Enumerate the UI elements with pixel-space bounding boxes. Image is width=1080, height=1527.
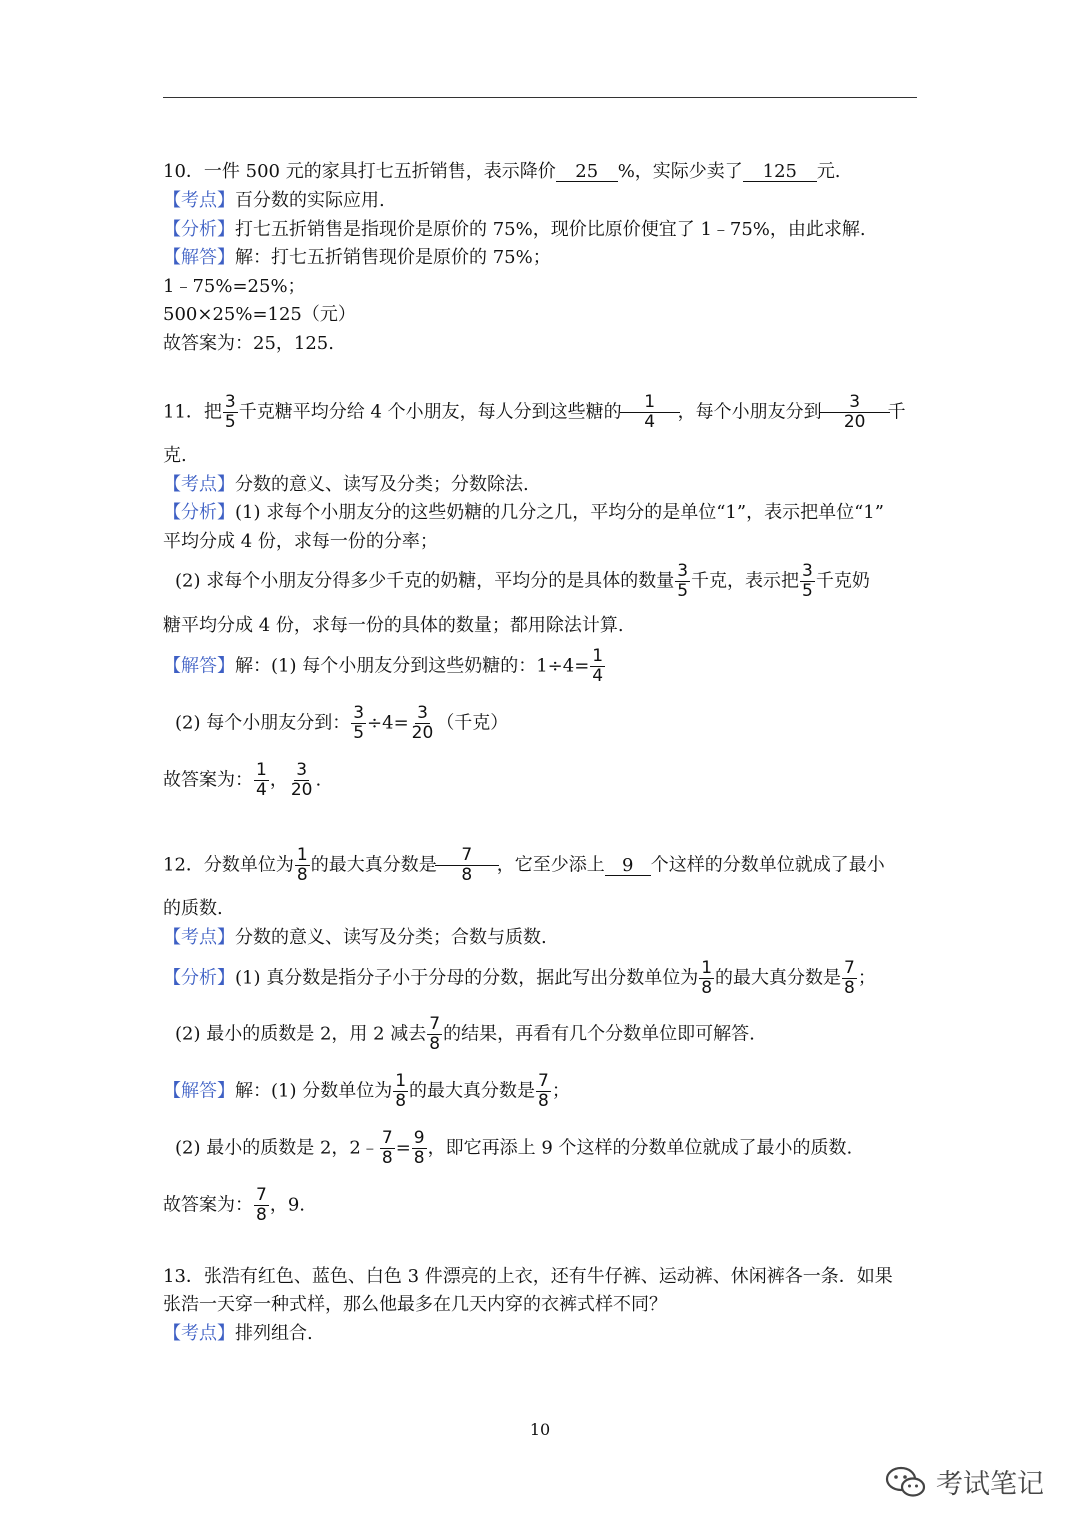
- fraction: [393, 1073, 408, 1110]
- q10-kaodian: [163, 192, 385, 210]
- fraction-numerator: 7: [256, 1185, 267, 1205]
- fenxi-tag: 【分析】: [163, 502, 235, 523]
- jieda-text: （千克）: [436, 712, 509, 734]
- q12-blank-1: [437, 847, 497, 884]
- answer-text: 故答案为：: [163, 769, 253, 791]
- q12-stem-text: ，它至少添上: [496, 854, 605, 876]
- q11-jieda-2: [175, 705, 508, 742]
- q12-fenxi-1: [163, 960, 876, 997]
- q11-answer: [163, 762, 321, 799]
- fraction-denominator: 8: [395, 1091, 407, 1111]
- kaodian-tag: 【考点】: [163, 1323, 235, 1344]
- fraction: [289, 762, 315, 799]
- answer-text: ，: [269, 769, 288, 791]
- kaodian-text: 排列组合.: [235, 1323, 313, 1344]
- fraction-numerator: 3: [224, 392, 236, 412]
- kaodian-tag: 【考点】: [163, 190, 235, 211]
- q10-jieda: [163, 249, 551, 267]
- fraction-numerator: 3: [677, 561, 689, 581]
- kaodian-tag: 【考点】: [163, 474, 235, 495]
- fenxi-text: (1) 求每个小朋友分的这些奶糖的几分之几，平均分的是单位“1”，表示把单位“1”: [235, 502, 884, 523]
- fraction-numerator: 9: [413, 1128, 425, 1148]
- q10-stem-text: 元.: [816, 161, 841, 182]
- watermark: [884, 1462, 1044, 1501]
- page-number: 10: [529, 1420, 551, 1439]
- fraction-denominator: 8: [256, 1205, 267, 1225]
- fraction: [427, 1016, 442, 1053]
- fraction-numerator: 1: [644, 392, 656, 412]
- fenxi-text: 的结果，再看有几个分数单位即可解答.: [443, 1023, 755, 1045]
- fraction: [536, 1073, 551, 1110]
- fraction-numerator: 7: [538, 1071, 549, 1091]
- jieda-tag: 【解答】: [163, 655, 235, 677]
- q12-jieda-2: [175, 1130, 852, 1167]
- fraction: [842, 960, 857, 997]
- fraction-denominator: 8: [538, 1091, 549, 1111]
- q11-kaodian: [163, 476, 529, 494]
- jieda-text: ；: [551, 1080, 570, 1102]
- jieda-text: ÷4=: [367, 712, 409, 734]
- q11-stem-text: 千: [887, 401, 906, 423]
- q10-calc-1: 1﹣75%=25%；: [163, 276, 306, 297]
- fraction: [254, 1187, 269, 1224]
- answer-text: ，9.: [269, 1194, 306, 1216]
- fraction: [590, 648, 605, 685]
- jieda-tag: 【解答】: [163, 247, 235, 268]
- fraction-numerator: 3: [849, 392, 861, 412]
- fraction-denominator: 5: [353, 723, 365, 743]
- jieda-text: (2) 每个小朋友分到：: [175, 712, 351, 734]
- jieda-text: 解：打七五折销售现价是原价的 75%；: [235, 247, 551, 268]
- fraction: [675, 563, 690, 600]
- q11-stem-text: 11．把: [163, 401, 222, 423]
- q12-stem-cont: 的质数.: [163, 898, 223, 919]
- fraction-numerator: 7: [429, 1014, 441, 1034]
- q10-answer: 故答案为：25，125.: [163, 333, 334, 354]
- watermark-text: 考试笔记: [936, 1469, 1044, 1500]
- q12-stem-text: 的最大真分数是: [310, 854, 437, 876]
- fraction-denominator: 20: [411, 723, 434, 743]
- q11-fenxi-1: [163, 504, 884, 522]
- fraction: [351, 705, 366, 742]
- fraction-denominator: 5: [802, 581, 813, 601]
- q10-fenxi: [163, 221, 866, 239]
- fraction-numerator: 7: [381, 1128, 393, 1148]
- jieda-text: (2) 最小的质数是 2，2﹣: [175, 1137, 379, 1159]
- fraction-numerator: 3: [353, 703, 365, 723]
- q11-stem-cont: 克.: [163, 445, 187, 466]
- fraction: [800, 563, 815, 600]
- fraction-numerator: 1: [395, 1071, 407, 1091]
- q12-stem-text: 12．分数单位为: [163, 854, 294, 876]
- q13-stem-cont: 张浩一天穿一种式样，那么他最多在几天内穿的衣裤式样不同？: [163, 1294, 667, 1315]
- fraction-numerator: 3: [296, 760, 308, 780]
- q11-stem-text: ，每个小朋友分到: [677, 401, 822, 423]
- fraction-denominator: 8: [429, 1034, 441, 1054]
- fraction-numerator: 1: [296, 845, 308, 865]
- kaodian-tag: 【考点】: [163, 927, 235, 948]
- fraction-denominator: 8: [701, 978, 713, 998]
- fenxi-text: 的最大真分数是: [715, 967, 842, 989]
- q10-stem-text: 10．一件 500 元的家具打七五折销售，表示降价: [163, 161, 556, 182]
- fraction-denominator: 4: [592, 666, 604, 686]
- fraction-numerator: 3: [417, 703, 428, 723]
- fraction-denominator: 8: [844, 978, 855, 998]
- answer-text: 故答案为：: [163, 1194, 253, 1216]
- fraction-numerator: 3: [802, 561, 813, 581]
- jieda-text: =: [395, 1137, 411, 1159]
- jieda-text: ，即它再添上 9 个这样的分数单位就成了最小的质数.: [427, 1137, 853, 1159]
- q12-stem-text: 个这样的分数单位就成了最小: [650, 854, 885, 876]
- fraction-numerator: 7: [844, 958, 855, 978]
- fraction-denominator: 4: [256, 780, 267, 800]
- fraction-denominator: 8: [381, 1148, 393, 1168]
- fraction-denominator: 8: [296, 865, 308, 885]
- kaodian-text: 百分数的实际应用.: [235, 190, 385, 211]
- fenxi-tag: 【分析】: [163, 219, 235, 240]
- jieda-tag: 【解答】: [163, 1080, 235, 1102]
- fenxi-text: (2) 求每个小朋友分得多少千克的奶糖，平均分的是具体的数量: [175, 570, 675, 592]
- q11-fenxi-2d: 糖平均分成 4 份，求每一份的具体的数量；都用除法计算.: [163, 615, 624, 636]
- q10-stem-text: %，实际少卖了: [617, 161, 743, 182]
- jieda-text: 解：(1) 分数单位为: [235, 1080, 393, 1102]
- fraction-denominator: 4: [620, 412, 680, 431]
- fraction-denominator: 5: [677, 581, 689, 601]
- fraction-denominator: 8: [435, 865, 499, 884]
- q12-blank-2: 9: [605, 857, 651, 876]
- fraction: [412, 1130, 427, 1167]
- fraction-numerator: 1: [256, 760, 267, 780]
- q10-blank-1: 25: [556, 163, 618, 182]
- fraction-numerator: 1: [592, 646, 604, 666]
- fraction-denominator: 5: [224, 412, 236, 432]
- q11-fenxi-1b: 平均分成 4 份，求每一份的分率；: [163, 531, 438, 552]
- q11-stem-text: 千克糖平均分给 4 个小朋友，每人分到这些糖的: [238, 401, 622, 423]
- fenxi-text: 千克，表示把: [691, 570, 800, 592]
- fraction: [223, 394, 238, 431]
- q12-answer: [163, 1187, 305, 1224]
- fraction: [410, 705, 436, 742]
- q12-fenxi-2: [175, 1016, 755, 1053]
- fraction-denominator: 20: [820, 412, 890, 431]
- fraction: [699, 960, 714, 997]
- fraction-numerator: 7: [461, 845, 473, 865]
- fraction-denominator: 8: [413, 1148, 425, 1168]
- fenxi-text: (2) 最小的质数是 2，用 2 减去: [175, 1023, 427, 1045]
- wechat-icon: [884, 1464, 928, 1500]
- q13-kaodian: [163, 1325, 313, 1343]
- jieda-text: 的最大真分数是: [409, 1080, 536, 1102]
- q11-fenxi-2: [175, 563, 870, 600]
- fraction-denominator: 20: [290, 780, 313, 800]
- header-rule: [163, 97, 917, 98]
- fenxi-text: (1) 真分数是指分子小于分母的分数，据此写出分数单位为: [235, 967, 699, 989]
- fenxi-text: 打七五折销售是指现价是原价的 75%，现价比原价便宜了 1﹣75%，由此求解.: [235, 219, 866, 240]
- fenxi-text: 千克奶: [815, 570, 870, 592]
- q10-stem: [163, 163, 841, 182]
- q10-calc-2: 500×25%=125（元）: [163, 304, 356, 325]
- fenxi-text: ；: [857, 967, 876, 989]
- q11-blank-1: [622, 394, 678, 431]
- q12-stem: [163, 847, 885, 884]
- kaodian-text: 分数的意义、读写及分类；分数除法.: [235, 474, 529, 495]
- fraction: [295, 847, 310, 884]
- fraction-numerator: 1: [701, 958, 713, 978]
- jieda-text: 解：(1) 每个小朋友分到这些奶糖的：1÷4=: [235, 655, 590, 677]
- kaodian-text: 分数的意义、读写及分类；合数与质数.: [235, 927, 547, 948]
- q13-stem: 13．张浩有红色、蓝色、白色 3 件漂亮的上衣，还有牛仔裤、运动裤、休闲裤各一条．如果: [163, 1266, 893, 1287]
- answer-text: .: [315, 769, 322, 791]
- q10-blank-2: 125: [743, 163, 817, 182]
- fraction: [380, 1130, 395, 1167]
- q11-stem: [163, 394, 906, 431]
- q12-kaodian: [163, 929, 547, 947]
- fenxi-tag: 【分析】: [163, 967, 235, 989]
- q12-jieda-1: [163, 1073, 570, 1110]
- fraction: [254, 762, 269, 799]
- q11-jieda-1: [163, 648, 606, 685]
- q11-blank-2: [822, 394, 888, 431]
